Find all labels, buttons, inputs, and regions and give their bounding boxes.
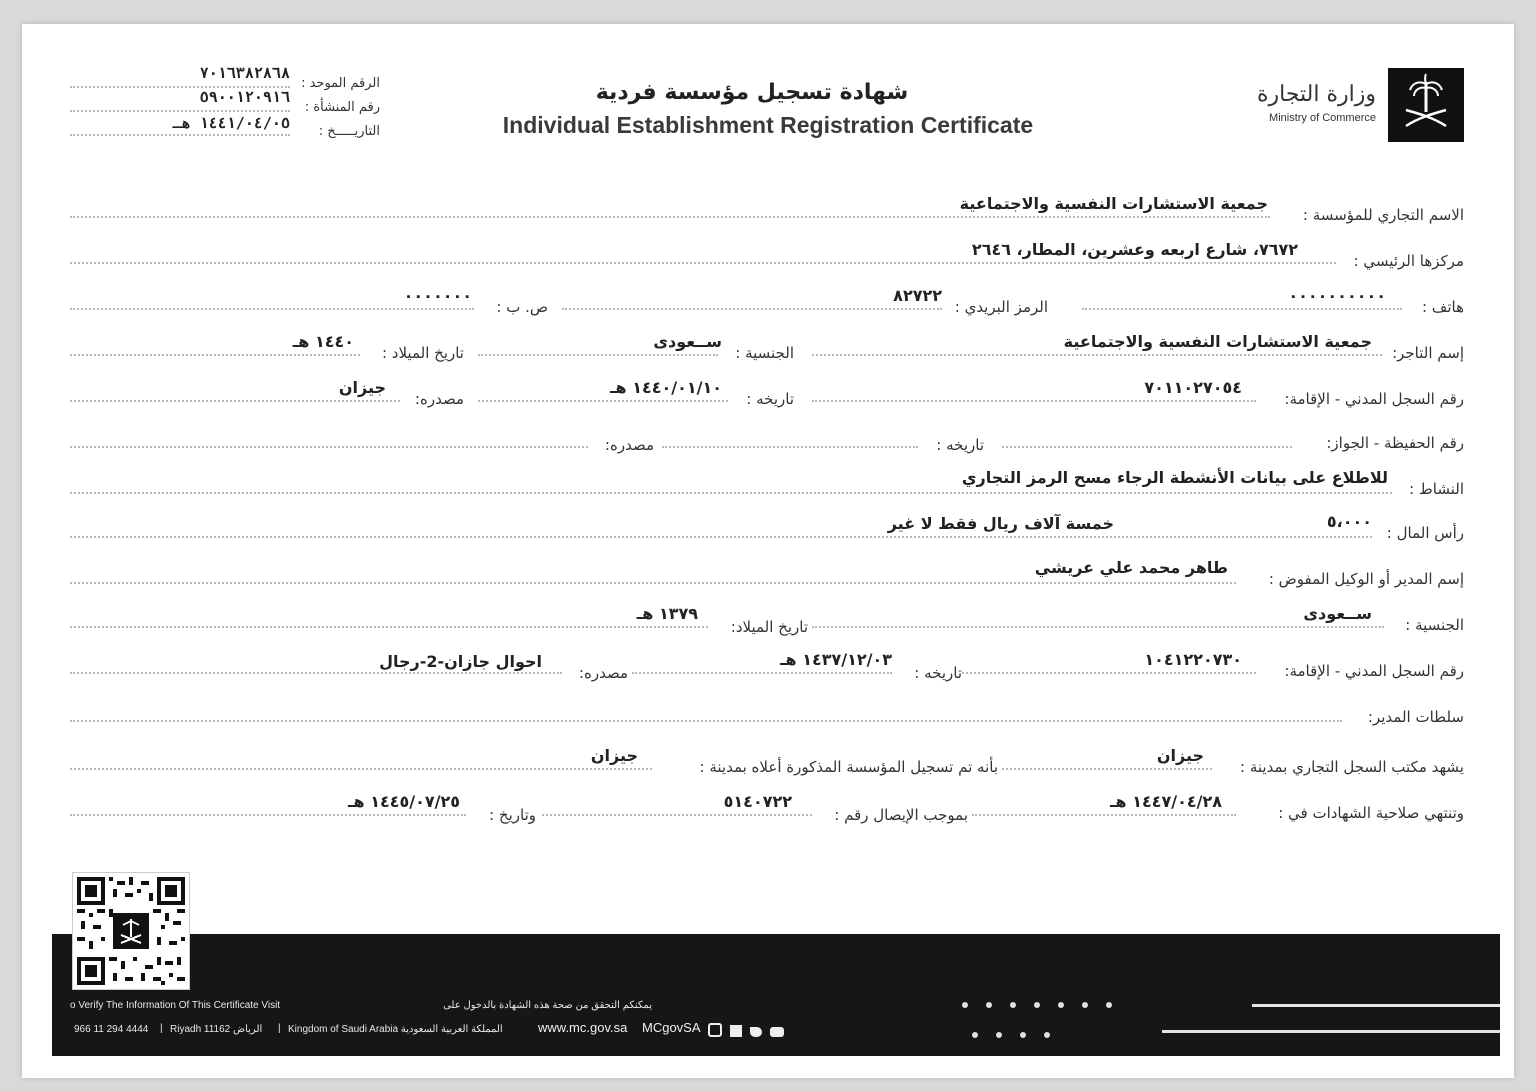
establishment-no: ٥٩٠٠١٢٠٩١٦: [199, 88, 290, 106]
certify-city: جيزان: [1156, 746, 1204, 765]
social-icons: [708, 1022, 784, 1041]
hq-address: ٧٦٧٢، شارع اربعه وعشرين، المطار، ٢٦٤٦: [971, 240, 1298, 259]
manager-label: إسم المدير أو الوكيل المفوض :: [1268, 570, 1464, 588]
certify-city-2: جيزان: [590, 746, 638, 765]
receipt-label: بموجب الإيصال رقم :: [834, 806, 968, 824]
footer-social-handle: MCgovSA: [642, 1020, 701, 1035]
certify-mid-label: بأنه تم تسجيل المؤسسة المذكورة أعلاه بمدينة :: [699, 758, 998, 776]
trader-nationality: ســعودى: [653, 332, 722, 351]
manager-birth-label: تاريخ الميلاد:: [730, 618, 808, 636]
trade-name: جمعية الاستشارات النفسية والاجتماعية: [959, 194, 1268, 213]
receipt-no: ٥١٤٠٧٢٢: [723, 792, 792, 811]
footer-kingdom: Kingdom of Saudi Arabia المملكة العربية السعودية: [288, 1024, 503, 1035]
civil-date: ١٤٤٠/٠١/١٠ هـ: [610, 378, 722, 397]
certificate-page: [22, 24, 1514, 1078]
postal-value: ٨٢٧٢٢: [893, 286, 942, 305]
manager-birth: ١٣٧٩ هـ: [636, 604, 698, 623]
footer-website[interactable]: www.mc.gov.sa: [538, 1020, 628, 1035]
passport-date-label: تاريخه :: [936, 436, 984, 454]
manager-civil-label: رقم السجل المدني - الإقامة:: [1284, 662, 1464, 680]
manager-powers-label: سلطات المدير:: [1367, 708, 1464, 726]
trader-birth: ١٤٤٠ هـ: [292, 332, 354, 351]
unified-no-label: الرقم الموحد :: [301, 76, 380, 91]
civil-source: جيزان: [338, 378, 386, 397]
manager-civil-source: احوال جازان-2-رجال: [379, 652, 542, 671]
expiry-label: وتنتهي صلاحية الشهادات في :: [1278, 804, 1464, 822]
youtube-icon[interactable]: [770, 1027, 784, 1037]
header-date: ١٤٤١/٠٤/٠٥ هـ: [172, 114, 290, 132]
instagram-icon[interactable]: [708, 1023, 722, 1037]
manager-civil-date-label: تاريخه :: [914, 664, 962, 682]
title-en: Individual Establishment Registration Certificate: [502, 112, 1034, 138]
civil-source-label: مصدره:: [414, 390, 464, 408]
footer-band: o Verify The Information Of This Certificate Visit يمكنكم التحقق من صحة هذه الشهادة بالدخول على 966 11 294 4444 | Riyadh 11162 الرياض | Kingdom of Saudi Arabia المملكة العربية السعودية www.mc.gov.sa MCgovSA: [52, 934, 1500, 1056]
unified-no: ٧٠١٦٣٨٢٨٦٨: [199, 64, 290, 82]
manager-civil-date: ١٤٣٧/١٢/٠٣ هـ: [780, 650, 892, 669]
verify-text-en: o Verify The Information Of This Certificate Visit: [70, 1000, 281, 1011]
postal-label: الرمز البريدي :: [954, 298, 1048, 316]
trader-nationality-label: الجنسية :: [735, 344, 794, 362]
capital-currency: ريال فقط لا غير: [887, 514, 1018, 533]
ministry-name-en: Ministry of Commerce: [1269, 112, 1376, 124]
capital-value: ٥،٠٠٠: [1326, 512, 1372, 531]
footer-phone: 966 11 294 4444: [74, 1024, 149, 1035]
ministry-name-ar: وزارة التجارة: [1256, 82, 1376, 107]
passport-source-label: مصدره:: [604, 436, 654, 454]
trader-name-label: إسم التاجر:: [1392, 344, 1464, 362]
manager-nationality-label: الجنسية :: [1405, 616, 1464, 634]
footer-city: Riyadh 11162 الرياض: [170, 1024, 263, 1035]
activity-value: للاطلاع على بيانات الأنشطة الرجاء مسح الرمز التجاري: [961, 468, 1388, 487]
title-ar: شهادة تسجيل مؤسسة فردية: [595, 80, 909, 105]
establishment-no-label: رقم المنشأة :: [304, 100, 380, 115]
phone-label: هاتف :: [1421, 298, 1464, 316]
twitter-icon[interactable]: [750, 1027, 762, 1037]
passport-label: رقم الحفيظة - الجواز:: [1326, 434, 1464, 452]
capital-label: رأس المال :: [1386, 524, 1464, 542]
expiry-date: ١٤٤٧/٠٤/٢٨ هـ: [1110, 792, 1222, 811]
certify-label: يشهد مكتب السجل التجاري بمدينة :: [1240, 758, 1464, 776]
date-label: التاريـــــخ :: [318, 124, 380, 139]
trader-birth-label: تاريخ الميلاد :: [381, 344, 464, 362]
activity-label: النشاط :: [1409, 480, 1464, 498]
manager-nationality: ســعودى: [1303, 604, 1372, 623]
civil-id-label: رقم السجل المدني - الإقامة:: [1284, 390, 1464, 408]
trade-name-label: الاسم التجاري للمؤسسة :: [1302, 206, 1464, 224]
facebook-icon[interactable]: [730, 1025, 742, 1037]
civil-date-label: تاريخه :: [746, 390, 794, 408]
hq-label: مركزها الرئيسي :: [1353, 252, 1464, 270]
trader-name: جمعية الاستشارات النفسية والاجتماعية: [1063, 332, 1372, 351]
receipt-date-label: وتاريخ :: [489, 806, 536, 824]
manager-civil-source-label: مصدره:: [578, 664, 628, 682]
civil-id: ٧٠١١٠٢٧٠٥٤: [1144, 378, 1242, 397]
pobox-label: ص. ب :: [496, 298, 548, 316]
verify-text-ar: يمكنكم التحقق من صحة هذه الشهادة بالدخول على: [443, 1000, 652, 1011]
manager-name: طاهر محمد علي عريشي: [1034, 558, 1228, 577]
ministry-emblem-icon: [1388, 68, 1464, 142]
qr-code[interactable]: [72, 872, 190, 990]
phone-value: ٠٠٠٠٠٠٠٠٠٠: [1288, 286, 1386, 305]
manager-civil: ١٠٤١٢٢٠٧٣٠: [1144, 650, 1242, 669]
pobox-value: ٠٠٠٠٠٠٠: [403, 286, 472, 305]
capital-words: خمسة آلاف: [1024, 514, 1114, 533]
receipt-date: ١٤٤٥/٠٧/٢٥ هـ: [348, 792, 460, 811]
